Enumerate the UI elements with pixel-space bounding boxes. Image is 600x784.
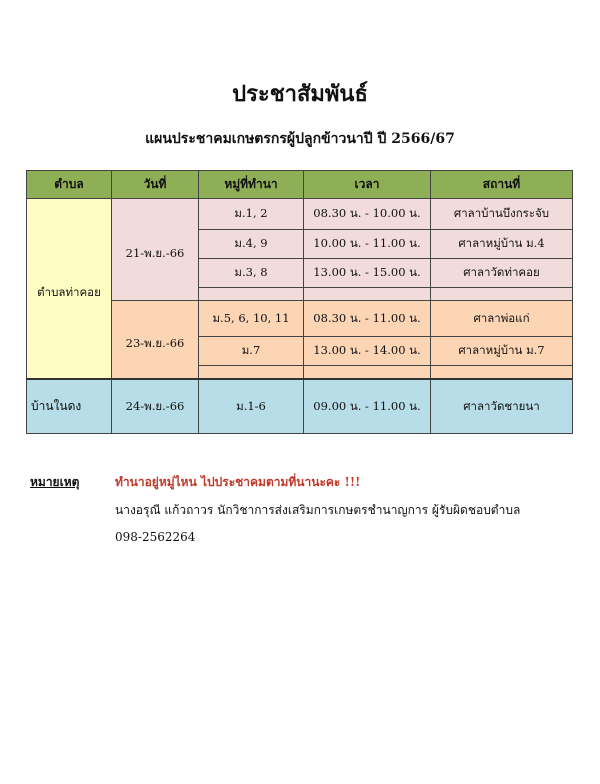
note-label: หมายเหตุ	[30, 475, 80, 489]
village-cell: ม.7	[199, 337, 304, 366]
empty-cell	[199, 366, 304, 380]
place-cell: ศาลาหมู่บ้าน ม.4	[431, 230, 573, 259]
table-row	[27, 199, 573, 230]
time-cell: 09.00 น. - 11.00 น.	[304, 379, 431, 434]
time-cell: 13.00 น. - 15.00 น.	[304, 259, 431, 288]
village-cell: ม.1-6	[199, 379, 304, 434]
empty-cell	[304, 366, 431, 380]
place-cell: ศาลาพ่อแก่	[431, 301, 573, 337]
tambon-cell: ตำบลท่าคอย	[27, 199, 112, 380]
empty-cell	[304, 288, 431, 301]
tambon-cell: บ้านในดง	[27, 379, 112, 434]
page-title: ประชาสัมพันธ์	[232, 81, 368, 107]
date-cell: 24-พ.ย.-66	[112, 379, 199, 434]
date-cell: 23-พ.ย.-66	[112, 301, 199, 380]
header-place: สถานที่	[431, 171, 573, 199]
place-cell: ศาลาวัดชายนา	[431, 379, 573, 434]
place-cell: ศาลาหมู่บ้าน ม.7	[431, 337, 573, 366]
page-subtitle: แผนประชาคมเกษตรกรผู้ปลูกข้าวนาปี ปี 2566/67	[145, 131, 455, 147]
schedule-table	[26, 170, 573, 434]
header-tambon: ตำบล	[27, 171, 112, 199]
village-cell: ม.5, 6, 10, 11	[199, 301, 304, 337]
date-cell: 21-พ.ย.-66	[112, 199, 199, 301]
time-cell: 10.00 น. - 11.00 น.	[304, 230, 431, 259]
village-cell: ม.4, 9	[199, 230, 304, 259]
header-time: เวลา	[304, 171, 431, 199]
place-cell: ศาลาวัดท่าคอย	[431, 259, 573, 288]
empty-cell	[199, 288, 304, 301]
table-row	[27, 379, 573, 434]
contact-phone: 098-2562264	[115, 530, 196, 544]
header-date: วันที่	[112, 171, 199, 199]
village-cell: ม.3, 8	[199, 259, 304, 288]
place-cell: ศาลาบ้านบึงกระจับ	[431, 199, 573, 230]
time-cell: 08.30 น. - 11.00 น.	[304, 301, 431, 337]
header-village: หมู่ที่ทำนา	[199, 171, 304, 199]
time-cell: 08.30 น. - 10.00 น.	[304, 199, 431, 230]
table-header-row	[27, 171, 573, 199]
note-text: ทำนาอยู่หมู่ไหน ไปประชาคมตามที่นานะคะ !!!	[115, 475, 361, 489]
time-cell: 13.00 น. - 14.00 น.	[304, 337, 431, 366]
contact-person: นางอรุณี แก้วถาวร นักวิชาการส่งเสริมการเกษตรชำนาญการ ผู้รับผิดชอบตำบล	[115, 503, 521, 517]
village-cell: ม.1, 2	[199, 199, 304, 230]
empty-cell	[431, 366, 573, 380]
empty-cell	[431, 288, 573, 301]
